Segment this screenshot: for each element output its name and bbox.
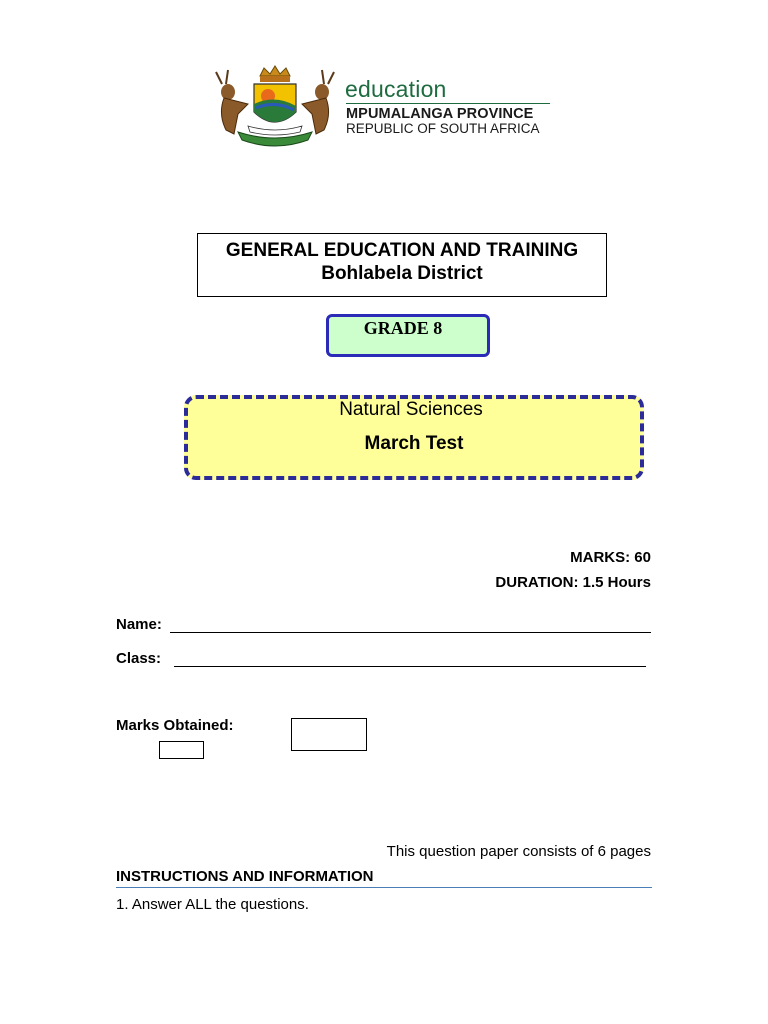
logo-country: REPUBLIC OF SOUTH AFRICA [346, 121, 540, 136]
title-line-2: Bohlabela District [321, 263, 483, 284]
title-box [197, 233, 607, 297]
instruction-item: 1. Answer ALL the questions. [116, 896, 309, 913]
name-blank[interactable] [170, 618, 651, 633]
instructions-divider [116, 887, 652, 888]
marks-obtained-box[interactable] [291, 718, 367, 751]
class-field [116, 650, 646, 667]
page-count-note: This question paper consists of 6 pages [386, 843, 651, 860]
instructions-heading: INSTRUCTIONS AND INFORMATION [116, 868, 374, 885]
marks-total-box[interactable] [159, 741, 204, 759]
logo-divider [346, 103, 550, 104]
logo-education-word: education [345, 76, 447, 102]
class-label: Class: [116, 650, 162, 667]
test-name: March Test [364, 433, 464, 454]
total-marks: MARKS: 60 [570, 549, 651, 566]
class-blank[interactable] [174, 652, 646, 667]
subject-name: Natural Sciences [339, 399, 483, 420]
subject-box [184, 395, 644, 480]
duration: DURATION: 1.5 Hours [495, 574, 651, 591]
coat-of-arms-icon [208, 64, 342, 148]
grade-label: GRADE 8 [363, 318, 443, 338]
title-line-1: GENERAL EDUCATION AND TRAINING [225, 240, 579, 261]
logo-province: MPUMALANGA PROVINCE [346, 106, 534, 122]
name-field [116, 616, 651, 633]
marks-obtained-label: Marks Obtained: [116, 717, 234, 734]
grade-box [326, 314, 490, 357]
name-label: Name: [116, 616, 162, 633]
